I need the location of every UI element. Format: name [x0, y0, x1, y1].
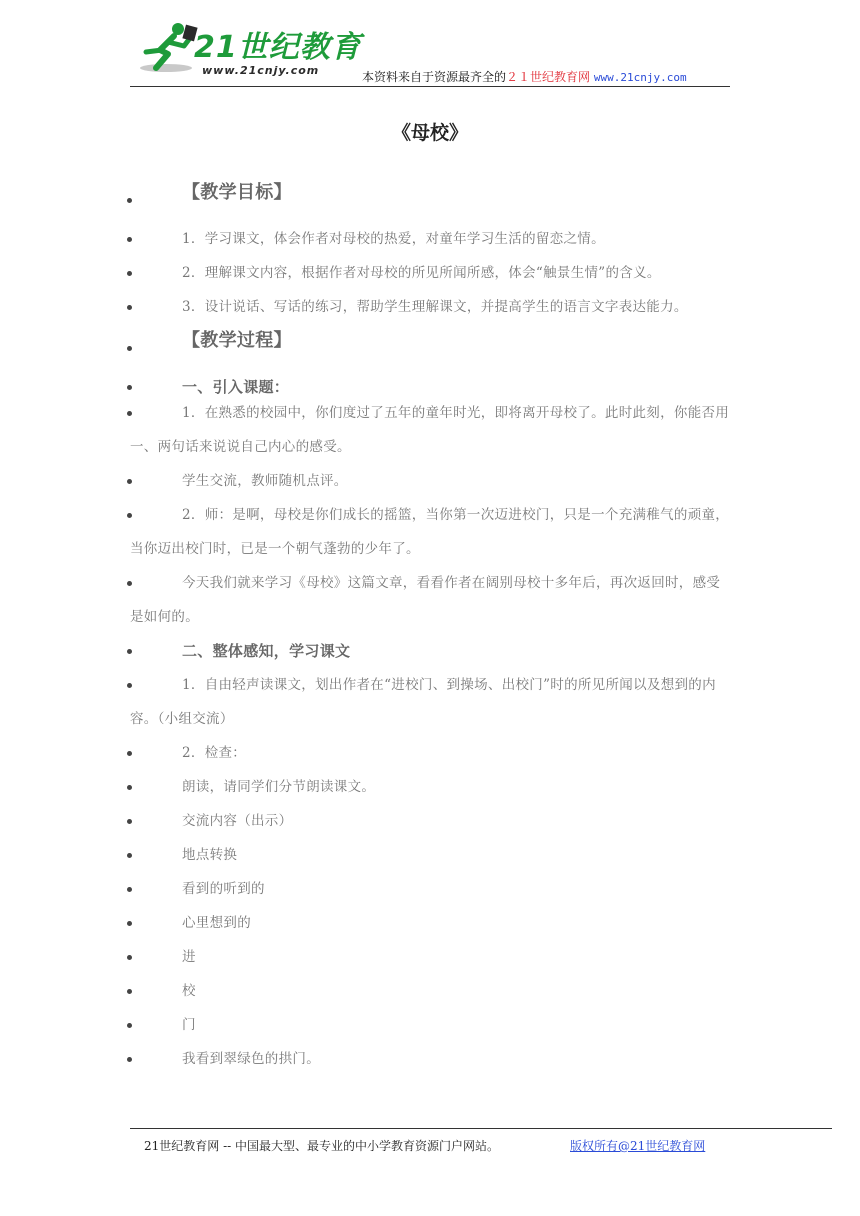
item-text: 门 — [182, 1017, 196, 1033]
item-text: 2．师：是啊，母校是你们成长的摇篮，当你第一次迈进校门，只是一个充满稚气的顽童，当你迈出校门时，已是一个朝气蓬勃的少年了。 — [130, 507, 730, 557]
item-text: 地点转换 — [182, 847, 238, 863]
item-text: 【教学过程】 — [182, 330, 292, 351]
item-text: 进 — [182, 949, 196, 965]
item-text: 1．学习课文，体会作者对母校的热爱，对童年学习生活的留恋之情。 — [182, 231, 605, 247]
item-text: 心里想到的 — [182, 915, 251, 931]
item-text: 今天我们就来学习《母校》这篇文章，看看作者在阔别母校十多年后，再次返回时，感受是如何的。 — [130, 575, 721, 625]
item-text: 交流内容（出示） — [182, 813, 293, 829]
item-text: 二、整体感知，学习课文 — [182, 642, 351, 660]
item-text: 朗读，请同学们分节朗读课文。 — [182, 779, 376, 795]
running-figure-icon — [138, 20, 198, 76]
logo-wordmark: 21世纪教育 — [194, 30, 362, 65]
item-text: 学生交流，教师随机点评。 — [182, 473, 348, 489]
item-text: 2．理解课文内容，根据作者对母校的所见所闻所感，体会“触景生情”的含义。 — [182, 265, 661, 281]
item-text: 校 — [182, 983, 196, 999]
item-text: 3．设计说话、写话的练习，帮助学生理解课文，并提高学生的语言文字表达能力。 — [182, 299, 688, 315]
item-text: 1．在熟悉的校园中，你们度过了五年的童年时光，即将离开母校了。此时此刻，你能否用一、两句话来说说自己内心的感受。 — [130, 405, 730, 455]
tagline-url-link[interactable]: www.21cnjy.com — [593, 71, 687, 84]
header-tagline — [362, 68, 687, 85]
site-logo[interactable] — [136, 18, 362, 82]
tagline-prefix: 本资料来自于资源最齐全的 — [362, 70, 507, 84]
item-text: 1．自由轻声读课文，划出作者在“进校门、到操场、出校门”时的所见所闻以及想到的内容。（小组交流） — [130, 677, 716, 727]
logo-url: www.21cnjy.com — [202, 64, 320, 77]
item-text: 2．检查： — [182, 745, 247, 761]
footer-copyright-link[interactable]: 版权所有@21世纪教育网 — [570, 1139, 706, 1153]
item-text: 看到的听到的 — [182, 881, 265, 897]
footer-site-description: 21世纪教育网 -- 中国最大型、最专业的中小学教育资源门户网站。 — [144, 1139, 500, 1153]
page-header — [130, 14, 730, 87]
document-title: 《母校》 — [391, 122, 468, 144]
page-footer — [130, 1128, 832, 1157]
item-text: 一、引入课题： — [182, 378, 290, 396]
tagline-brand-link[interactable]: ２１世纪教育网 — [506, 70, 591, 84]
item-text: 【教学目标】 — [182, 182, 292, 203]
item-text: 我看到翠绿色的拱门。 — [182, 1051, 320, 1067]
